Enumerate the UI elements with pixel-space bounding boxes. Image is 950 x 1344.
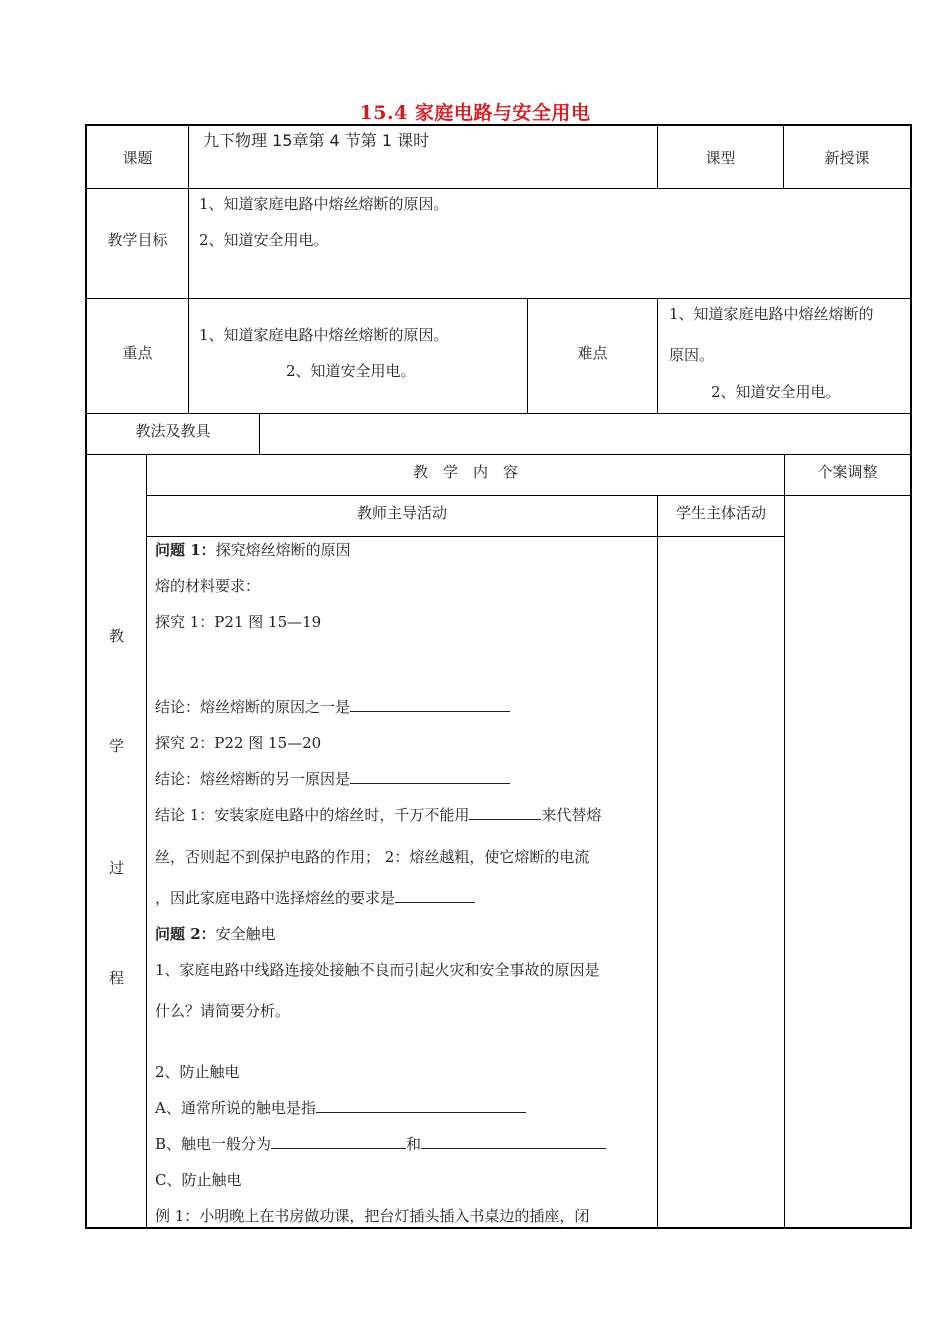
teacher-header: 教师主导活动 [356,504,447,522]
conclusion-a [155,697,510,717]
item-b [155,1134,606,1154]
type-value: 新授课 [824,149,870,167]
conclusion-b [155,769,510,789]
process-side-label: 学 [108,737,124,755]
item-2: 2、防止触电 [155,1063,240,1081]
row-divider [86,298,912,299]
col-divider [188,298,189,414]
question-text: 探究熔丝熔断的原因 [215,541,351,559]
type-label: 课型 [705,149,736,167]
subject-value: 九下物理 15章第 4 节第 1 课时 [203,131,430,150]
conclusion-1-line-2: 丝，否则起不到保护电路的作用； 2：熔丝越粗，使它熔断的电流 [155,848,590,866]
col-divider [188,188,189,299]
col-divider [146,454,147,1228]
table-border-left [85,124,87,1229]
methods-label: 教法及教具 [135,422,211,440]
col-divider [657,495,658,1228]
item-c: C、防止触电 [155,1171,242,1189]
col-divider [784,454,785,1228]
item-b-text: B、触电一般分为 [155,1135,272,1153]
answer-blank[interactable] [350,697,510,712]
adjust-header: 个案调整 [817,463,878,481]
key-label: 重点 [122,344,153,362]
conclusion-1-line-3 [155,888,475,908]
key-item: 1、知道家庭电路中熔丝熔断的原因。 [199,326,449,344]
answer-blank[interactable] [316,1098,526,1113]
item-1-line-1: 1、家庭电路中线路连接处接触不良而引起火灾和安全事故的原因是 [155,961,600,979]
item-b-and: 和 [406,1135,422,1153]
page-title: 15.4 家庭电路与安全用电 [359,102,591,124]
table-border-top [86,124,912,126]
process-side-label: 教 [108,627,124,645]
material-line: 熔的材料要求： [155,577,261,595]
col-divider [188,124,189,189]
item-1-line-2: 什么？请简要分析。 [155,1002,291,1020]
question-label: 问题 1： [155,541,216,559]
explore-2: 探究 2：P22 图 15—20 [155,734,322,752]
row-divider [146,536,784,537]
item-a [155,1098,526,1118]
goals-label: 教学目标 [107,231,168,249]
row-divider [86,188,912,189]
difficult-item: 2、知道安全用电。 [711,383,841,401]
difficult-label: 难点 [577,344,608,362]
question-2 [155,924,276,944]
answer-blank[interactable] [350,769,510,784]
student-header: 学生主体活动 [675,504,766,522]
conclusion-1-text-end: 来代替熔 [541,806,602,824]
key-item: 2、知道安全用电。 [286,362,416,380]
example-1: 例 1：小明晚上在书房做功课，把台灯插头插入书桌边的插座，闭 [155,1207,590,1225]
content-header: 教 学 内 容 [412,463,518,481]
process-side-label: 程 [108,969,124,987]
question-label: 问题 2： [155,925,216,943]
table-border-right [910,124,912,1229]
goal-item: 1、知道家庭电路中熔丝熔断的原因。 [199,195,449,213]
process-side-label: 过 [108,859,124,877]
row-divider [86,413,912,414]
answer-blank[interactable] [395,888,475,903]
conclusion-b-text: 结论：熔丝熔断的另一原因是 [155,770,351,788]
table-border-bottom [86,1227,912,1229]
conclusion-1-line [155,805,601,825]
answer-blank[interactable] [271,1134,406,1149]
row-divider [86,454,912,455]
col-divider [657,298,658,414]
question-text: 安全触电 [215,925,276,943]
answer-blank[interactable] [421,1134,606,1149]
item-a-text: A、通常所说的触电是指 [155,1099,316,1117]
difficult-item: 原因。 [669,346,715,364]
row-divider [146,495,912,496]
question-1 [155,540,351,560]
explore-1: 探究 1：P21 图 15—19 [155,613,322,631]
col-divider [259,413,260,455]
subject-label: 课题 [122,149,153,167]
difficult-item: 1、知道家庭电路中熔丝熔断的 [669,305,874,323]
goal-item: 2、知道安全用电。 [199,231,329,249]
conclusion-1-line-3-text: ，因此家庭电路中选择熔丝的要求是 [155,889,396,907]
conclusion-a-text: 结论：熔丝熔断的原因之一是 [155,698,351,716]
conclusion-1-text: 结论 1：安装家庭电路中的熔丝时，千万不能用 [155,806,470,824]
answer-blank[interactable] [469,805,541,820]
